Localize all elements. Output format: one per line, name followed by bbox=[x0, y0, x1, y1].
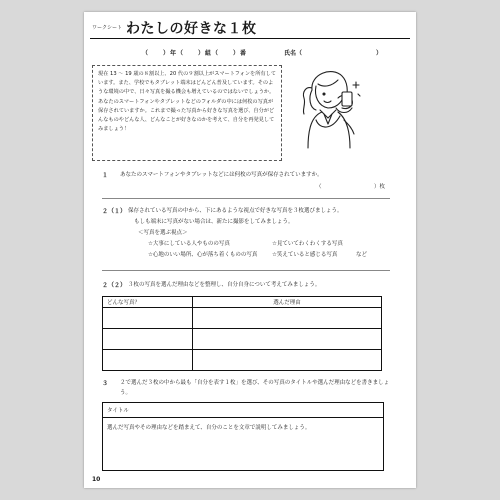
q21-hint-2: ☆見ていてわくわくする写真 bbox=[272, 241, 343, 247]
student-name-close: ） bbox=[376, 50, 383, 57]
q1-answer-close: ）枚 bbox=[374, 184, 386, 190]
q21-hint-4: ☆笑えていると感じる写真 bbox=[272, 252, 338, 258]
table-row bbox=[103, 308, 382, 329]
q22-text: ３枚の写真を選んだ理由などを整理し、自分自身について考えてみましょう。 bbox=[128, 282, 321, 288]
table-row bbox=[103, 350, 382, 371]
self-description-label: 選んだ写真やその理由などを踏まえて、自分のことを文章で説明してみましょう。 bbox=[107, 425, 311, 431]
photo-cell[interactable] bbox=[103, 350, 193, 371]
column-header-photo: どんな写真？ bbox=[103, 297, 193, 308]
q21-hint-suffix: など bbox=[356, 252, 368, 258]
reasons-table bbox=[102, 296, 382, 371]
table-header-row bbox=[103, 297, 382, 308]
reason-cell[interactable] bbox=[193, 308, 382, 329]
column-header-reason: 選んだ理由 bbox=[193, 297, 382, 308]
page-title: わたしの好きな１枚 bbox=[126, 21, 257, 37]
q1-number: １ bbox=[102, 172, 109, 179]
q21-hint-title: ＜写真を選ぶ視点＞ bbox=[138, 230, 188, 236]
q21-line1: 保存されている写真の中から、下にあるような視点で好きな写真を３枚選びましょう。 bbox=[128, 208, 343, 214]
page-number: 10 bbox=[92, 476, 101, 483]
photo-cell[interactable] bbox=[103, 329, 193, 350]
title-underline bbox=[90, 38, 410, 39]
reason-cell[interactable] bbox=[193, 329, 382, 350]
q21-line2: もしも端末に写真がない場合は、新たに撮影をしてみましょう。 bbox=[134, 219, 294, 225]
q21-divider bbox=[102, 270, 390, 271]
girl-with-smartphone-illustration bbox=[298, 64, 364, 150]
self-description-box[interactable] bbox=[102, 417, 384, 471]
table-row bbox=[103, 329, 382, 350]
intro-box: 現在 13 〜 19 歳の８割以上、20 代の９割以上がスマートフォンを所有しています。また、学校でもタブレット端末はどんどん普及しています。そのような環境の中で、日々写真を撮る機会も増えているのではないでしょうか。あなたのスマートフォンやタブレットなどのフォルダの中には何枚の写真が保存されていますか。これまで撮った写真から好きな写真を選び、自分がどんなものやどんな人、どんなことが好きなのかを考えて、自分を再発見してみましょう！ bbox=[92, 65, 282, 161]
q3-text: ２で選んだ３枚の中から最も「自分を表す１枚」を選び、その写真のタイトルや選んだ理由などを書きましょう。 bbox=[120, 380, 390, 396]
reason-cell[interactable] bbox=[193, 350, 382, 371]
q21-hint-1: ☆大事にしている人やものの写真 bbox=[148, 241, 230, 247]
photo-title-label: タイトル bbox=[107, 408, 129, 414]
q21-hint-3: ☆心地のいい場所、心が落ち着くものの写真 bbox=[148, 252, 258, 258]
q3-number: ３ bbox=[102, 380, 109, 387]
student-name-label: 氏名（ bbox=[284, 50, 303, 57]
class-number-line: （ ）年（ ）組（ ）番 bbox=[142, 50, 248, 57]
q1-divider bbox=[102, 198, 390, 199]
q1-answer-open: （ bbox=[316, 184, 322, 190]
worksheet-label: ワークシート bbox=[92, 25, 123, 31]
worksheet-page bbox=[84, 12, 416, 488]
q21-number: ２（１） bbox=[102, 208, 127, 215]
q22-number: ２（２） bbox=[102, 282, 127, 289]
photo-title-box[interactable] bbox=[102, 402, 384, 418]
photo-cell[interactable] bbox=[103, 308, 193, 329]
q1-text: あなたのスマートフォンやタブレットなどには何枚の写真が保存されていますか。 bbox=[120, 172, 323, 178]
